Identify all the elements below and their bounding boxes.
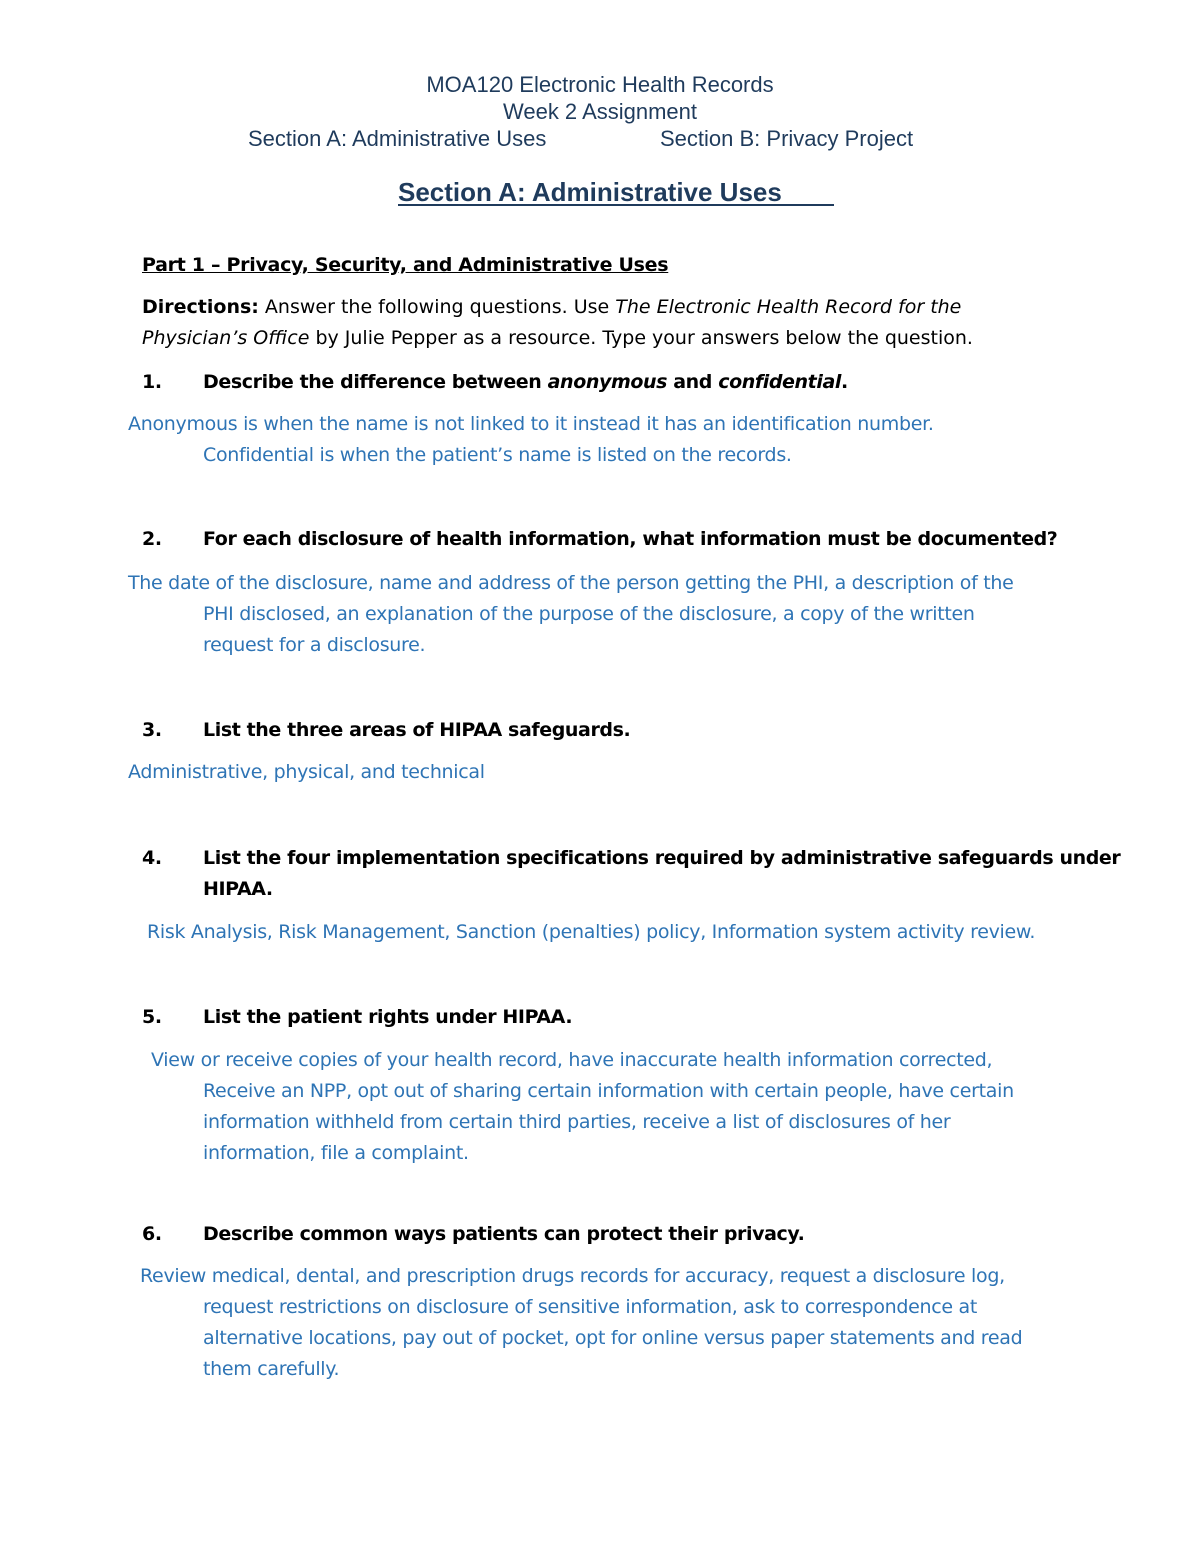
answer-4-line-1: Risk Analysis, Risk Management, Sanction (penalties) policy, Information system activity review. [147,921,1036,943]
answer-5-line-4: information, file a complaint. [203,1142,469,1164]
question-emphasis: confidential [718,371,841,393]
document-title: MOA120 Electronic Health Records [426,72,774,97]
question-text: List the patient rights under HIPAA. [203,1006,573,1028]
book-title-part-1: The Electronic Health Record for the [615,296,962,318]
answer-2-line-1: The date of the disclosure, name and address of the person getting the PHI, a description of the [128,572,1014,594]
answer-6-line-2: request restrictions on disclosure of sensitive information, ask to correspondence at [203,1296,978,1318]
directions-label: Directions: [142,296,259,318]
part-heading: Part 1 – Privacy, Security, and Administrative Uses [142,254,669,276]
directions-line-1 [142,292,961,323]
answer-2-line-3: request for a disclosure. [203,634,426,656]
question-text-line-1: List the four implementation specifications required by administrative safeguards under [203,847,1121,869]
question-emphasis: anonymous [547,371,668,393]
answer-5-line-2: Receive an NPP, opt out of sharing certain information with certain people, have certain [203,1080,1014,1102]
directions-text-2: by Julie Pepper as a resource. Type your answers below the question. [309,327,973,349]
directions-line-2 [142,323,973,354]
answer-6-line-1: Review medical, dental, and prescription drugs records for accuracy, request a disclosure log, [140,1265,1005,1287]
directions-text-1: Answer the following questions. Use [258,296,616,318]
answer-5-line-1: View or receive copies of your health record, have inaccurate health information corrected, [151,1049,993,1071]
question-text-part: and [667,371,719,393]
question-number: 3. [142,719,162,741]
book-title-part-2: Physician’s Office [142,327,310,349]
answer-6-line-4: them carefully. [203,1358,340,1380]
answer-1-line-1: Anonymous is when the name is not linked to it instead it has an identification number. [128,413,934,435]
answer-2-line-2: PHI disclosed, an explanation of the purpose of the disclosure, a copy of the written [203,603,975,625]
answer-1-line-2: Confidential is when the patient’s name is listed on the records. [203,444,792,466]
question-number: 2. [142,528,162,550]
answer-6-line-3: alternative locations, pay out of pocket, opt for online versus paper statements and read [203,1327,1023,1349]
question-text: Describe common ways patients can protect their privacy. [203,1223,805,1245]
question-text: For each disclosure of health information, what information must be documented? [203,528,1058,550]
section-row [0,126,1200,152]
question-text-part: . [841,371,848,393]
question-number: 1. [142,371,162,393]
question-number: 4. [142,847,162,869]
question-text [203,367,848,398]
section-heading: Section A: Administrative Uses [398,176,834,206]
section-b-label: Section B: Privacy Project [660,126,914,151]
document-subtitle: Week 2 Assignment [502,99,698,124]
question-text-line-2: HIPAA. [203,878,273,900]
question-text: List the three areas of HIPAA safeguards. [203,719,631,741]
answer-5-line-3: information withheld from certain third parties, receive a list of disclosures of her [203,1111,951,1133]
section-a-label: Section A: Administrative Uses [248,126,547,151]
question-number: 6. [142,1223,162,1245]
answer-3-line-1: Administrative, physical, and technical [128,761,485,783]
question-number: 5. [142,1006,162,1028]
question-text-part: Describe the difference between [203,371,548,393]
